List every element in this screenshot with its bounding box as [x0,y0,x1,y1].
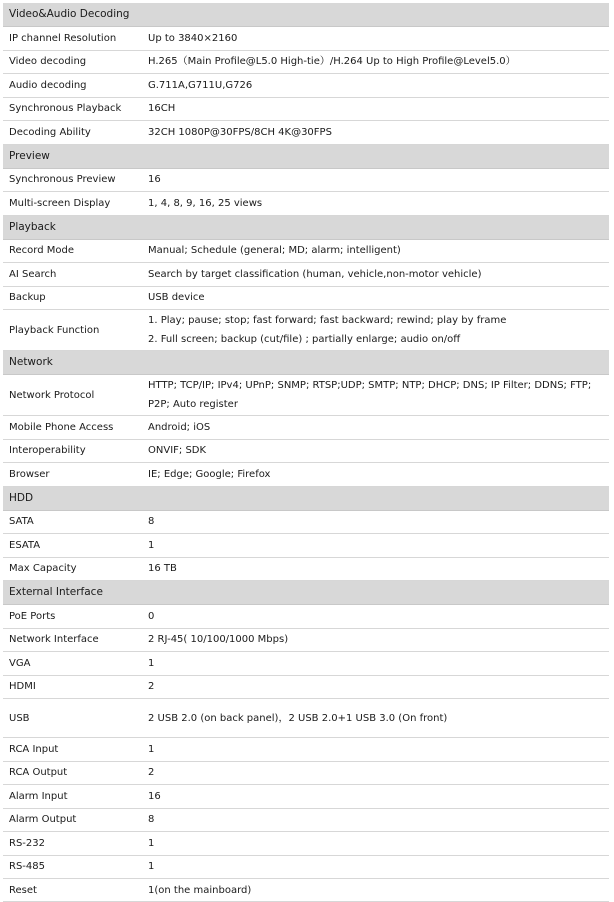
spec-row [3,287,609,311]
spec-row [3,676,609,700]
section-header: External Interface [3,581,609,605]
spec-value [148,51,609,74]
spec-value [148,652,609,675]
spec-row [3,51,609,75]
spec-value-line: 16CH [148,103,176,115]
spec-label: Max Capacity [9,563,77,575]
spec-value [148,809,609,832]
spec-row [3,74,609,98]
spec-value [148,287,609,310]
spec-row [3,738,609,762]
spec-label: RCA Input [9,743,59,755]
spec-value [148,534,609,557]
spec-value [148,605,609,628]
spec-value-line: Android; iOS [148,421,211,433]
spec-value-line: H.265（Main Profile@L5.0 High-tie）/H.264 Up to High Profile@Level5.0） [148,56,516,68]
spec-label: Video decoding [9,56,87,68]
spec-row [3,375,609,416]
spec-row [3,121,609,145]
spec-label: Synchronous Preview [9,174,116,186]
spec-row [3,440,609,464]
section-header: Network [3,351,609,375]
section-header: HDD [3,487,609,511]
spec-value [148,676,609,699]
spec-row [3,192,609,216]
spec-value-line: 1 [148,837,155,849]
spec-value [148,440,609,463]
spec-row [3,809,609,833]
spec-value-line: Up to 3840×2160 [148,32,238,44]
spec-value-line: Search by target classification (human, vehicle,non-motor vehicle) [148,268,482,280]
spec-row [3,879,609,902]
spec-value-line: 32CH 1080P@30FPS/8CH 4K@30FPS [148,126,332,138]
spec-value [148,192,609,215]
spec-value-line: 2 RJ-45( 10/100/1000 Mbps) [148,634,289,646]
spec-value [148,558,609,581]
spec-row [3,240,609,264]
spec-value-line: G.711A,G711U,G726 [148,79,253,91]
spec-row [3,856,609,880]
spec-value-line: 1(on the mainboard) [148,884,252,896]
spec-row [3,98,609,122]
spec-row [3,785,609,809]
spec-label: Browser [9,468,50,480]
spec-value [148,121,609,144]
spec-value [148,375,609,415]
spec-label: Mobile Phone Access [9,421,114,433]
spec-label: AI Search [9,268,57,280]
section-header: Playback [3,216,609,240]
spec-value [148,416,609,439]
spec-label: Interoperability [9,445,86,457]
spec-value [148,511,609,534]
spec-value [148,169,609,192]
spec-value-line: 8 [148,814,155,826]
spec-value [148,738,609,761]
spec-value [148,27,609,50]
spec-row [3,605,609,629]
spec-row [3,832,609,856]
spec-value [148,762,609,785]
spec-label: SATA [9,516,34,528]
spec-value-line: 16 TB [148,563,177,575]
spec-value-line: ONVIF; SDK [148,445,207,457]
spec-row [3,511,609,535]
spec-row [3,652,609,676]
spec-value-line: 1 [148,861,155,873]
spec-label: Playback Function [9,324,100,336]
spec-value [148,263,609,286]
spec-table [3,3,609,902]
section-header: Video&Audio Decoding [3,3,609,27]
spec-label: VGA [9,657,31,669]
spec-label: HDMI [9,681,36,693]
spec-row [3,310,609,351]
spec-value-line: IE; Edge; Google; Firefox [148,468,271,480]
spec-value-line: USB device [148,292,205,304]
spec-row [3,463,609,487]
section-header: Preview [3,145,609,169]
spec-value-line: Manual; Schedule (general; MD; alarm; intelligent) [148,245,401,257]
spec-row [3,534,609,558]
spec-value-line: 16 [148,174,161,186]
spec-label: USB [9,712,30,724]
spec-row [3,558,609,582]
spec-label: PoE Ports [9,610,56,622]
spec-value [148,98,609,121]
spec-value-line: 2 USB 2.0 (on back panel)，2 USB 2.0+1 USB 3.0 (On front) [148,712,448,724]
spec-label: RS-232 [9,837,45,849]
spec-value-line: 1 [148,539,155,551]
spec-row [3,416,609,440]
spec-value-line: 2 [148,767,155,779]
spec-value-line: 1 [148,743,155,755]
spec-label: ESATA [9,539,41,551]
spec-label: Alarm Output [9,814,77,826]
spec-value-line: HTTP; TCP/IP; IPv4; UPnP; SNMP; RTSP;UDP; SMTP; NTP; DHCP; DNS; IP Filter; DDNS; FTP; [148,380,592,391]
spec-row [3,629,609,653]
spec-value-line: 1, 4, 8, 9, 16, 25 views [148,197,263,209]
spec-value [148,856,609,879]
spec-value-line: 2 [148,681,155,693]
spec-value [148,463,609,486]
spec-value-line: 1 [148,657,155,669]
spec-label: Network Protocol [9,389,95,401]
spec-value [148,785,609,808]
spec-label: Audio decoding [9,79,87,91]
spec-row [3,699,609,738]
spec-value-line: P2P; Auto register [148,399,238,410]
spec-value [148,629,609,652]
spec-value [148,74,609,97]
spec-label: IP channel Resolution [9,32,117,44]
spec-label: Backup [9,292,46,304]
spec-label: Alarm Input [9,790,68,802]
spec-row [3,169,609,193]
spec-value [148,240,609,263]
spec-value [148,879,609,901]
spec-value-line: 8 [148,516,155,528]
spec-label: Record Mode [9,245,74,257]
spec-value [148,310,609,350]
spec-value [148,832,609,855]
spec-value-line: 16 [148,790,161,802]
spec-label: Reset [9,884,37,896]
spec-value [148,699,609,737]
spec-label: Network Interface [9,634,99,646]
spec-row [3,263,609,287]
spec-row [3,27,609,51]
spec-value-line: 1. Play; pause; stop; fast forward; fast backward; rewind; play by frame [148,315,507,326]
spec-value-line: 2. Full screen; backup (cut/file) ; partially enlarge; audio on/off [148,334,461,345]
spec-row [3,762,609,786]
spec-label: RCA Output [9,767,68,779]
spec-value-line: 0 [148,610,155,622]
spec-label: RS-485 [9,861,45,873]
spec-label: Synchronous Playback [9,103,122,115]
spec-label: Decoding Ability [9,126,91,138]
spec-label: Multi-screen Display [9,197,111,209]
